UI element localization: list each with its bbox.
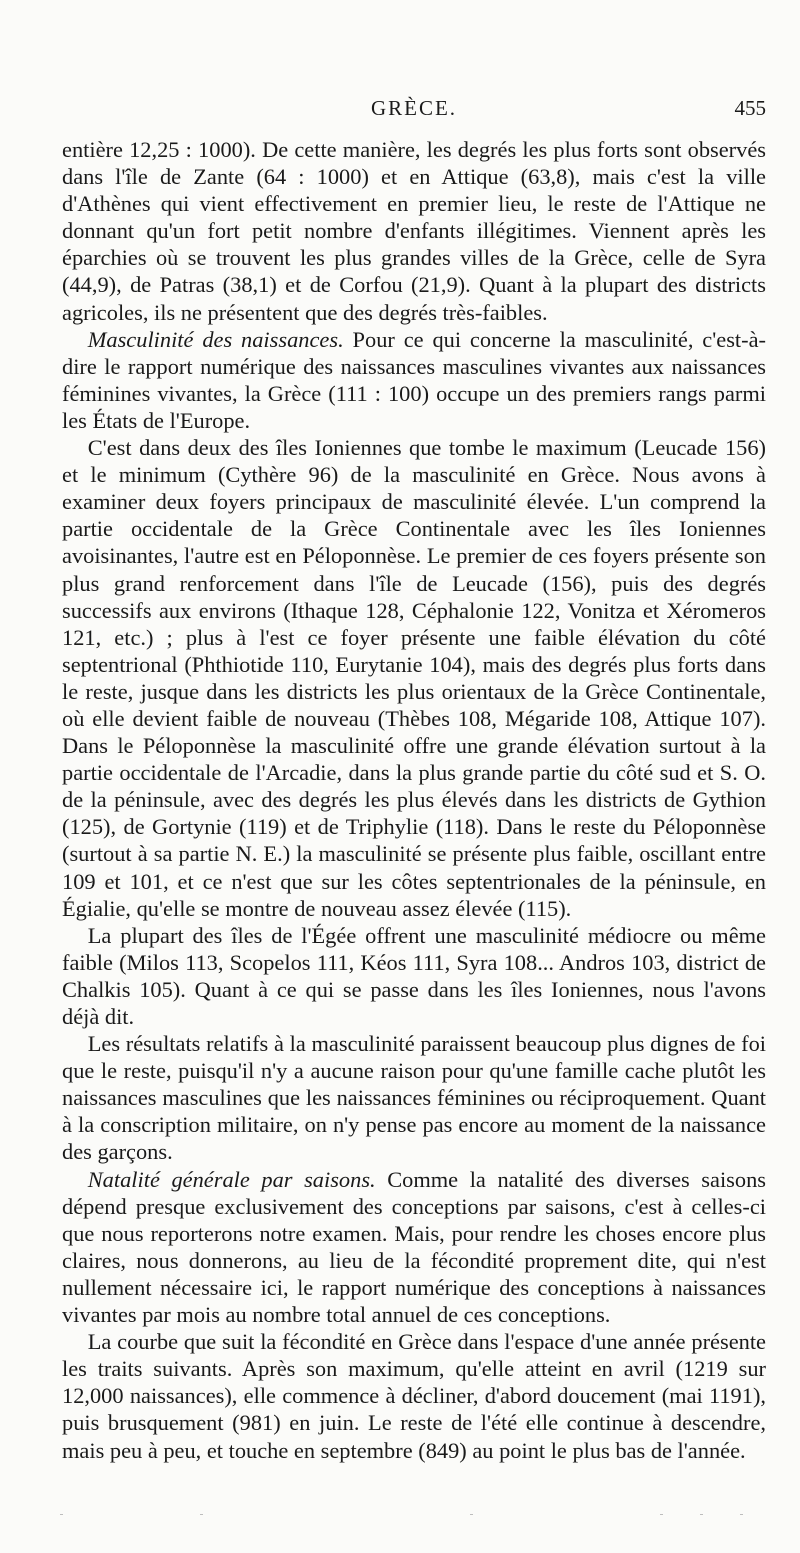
paragraph-5 <box>62 1030 766 1165</box>
paragraph-text: Pour ce qui concerne la masculinité, c'est-à-dire le rapport numérique des naissances masculines vivantes aux naissances féminines vivantes, la Grèce (111 : 100) occupe un des premiers rangs parmi les États de l'Europe. <box>62 326 767 433</box>
paragraph-text: C'est dans deux des îles Ioniennes que tombe le maximum (Leucade 156) et le minimum (Cythère 96) de la masculinité en Grèce. Nous avons à examiner deux foyers principaux de masculinité élevée. L'un comprend la partie occidentale de la Grèce Continentale avec les îles Ioniennes avoisinantes, l'autre est en Péloponnèse. Le premier de ces foyers présente son plus grand renforcement dans l'île de Leucade (156), puis des degrés successifs aux environs (Ithaque 128, Céphalonie 122, Vonitza et Xéromeros 121, etc.) ; plus à l'est ce foyer présente une faible élévation du côté septentrional (Phthiotide 110, Eurytanie 104), mais des degrés plus forts dans le reste, jusque dans les districts les plus orientaux de la Grèce Continentale, où elle devient faible de nouveau (Thèbes 108, Mégaride 108, Attique 107). Dans le Péloponnèse la masculinité offre une grande élévation surtout à la partie occidentale de l'Arcadie, dans la plus grande partie du côté sud et S. O. de la péninsule, avec des degrés les plus élevés dans les districts de Gythion (125), de Gortynie (119) et de Triphylie (118). Dans le reste du Péloponnèse (surtout à sa partie N. E.) la masculinité se présente plus faible, oscillant entre 109 et 101, et ce n'est que sur les côtes septentrionales de la péninsule, en Égialie, qu'elle se montre de nouveau assez élevée (115). <box>62 435 766 921</box>
paragraph-4 <box>62 922 766 1030</box>
scan-speck <box>700 1514 703 1515</box>
scan-speck <box>740 1514 743 1515</box>
scan-specks <box>60 1512 760 1518</box>
scan-speck <box>200 1514 203 1515</box>
page-header <box>62 96 766 126</box>
page-number: 455 <box>734 96 766 120</box>
scan-speck <box>60 1514 63 1515</box>
scan-speck <box>660 1514 663 1515</box>
paragraph-text: Comme la natalité des diverses saisons dépend presque exclusivement des conceptions par saisons, c'est à celles-ci que nous reporterons notre examen. Mais, pour rendre les choses encore plus claires, nous donnerons, au lieu de la fécondité proprement dite, qui n'est nullement nécessaire ici, le rapport numérique des conceptions à naissances vivantes par mois au nombre total annuel de ces conceptions. <box>62 1166 766 1328</box>
section-lead-natalite: Natalité générale par saisons. <box>87 1166 376 1192</box>
paragraph-3 <box>62 434 766 922</box>
paragraph-7 <box>62 1328 766 1463</box>
section-lead-masculinite: Masculinité des naissances. <box>87 326 344 352</box>
scan-speck <box>470 1514 473 1515</box>
paragraph-text: La plupart des îles de l'Égée offrent une masculinité médiocre ou même faible (Milos 113, Scopelos 111, Kéos 111, Syra 108... Andros 103, district de Chalkis 105). Quant à ce qui se passe dans les îles Ioniennes, nous l'avons déjà dit. <box>62 922 766 1029</box>
body-text <box>62 136 766 1464</box>
paragraph-text: Les résultats relatifs à la masculinité paraissent beaucoup plus dignes de foi que le reste, puisqu'il n'y a aucune raison pour qu'une famille cache plutôt les naissances masculines que les naissances féminines ou réciproquement. Quant à la conscription militaire, on n'y pense pas encore au moment de la naissance des garçons. <box>62 1031 766 1165</box>
paragraph-6 <box>62 1166 766 1329</box>
paragraph-text: entière 12,25 : 1000). De cette manière, les degrés les plus forts sont observés dans l'île de Zante (64 : 1000) et en Attique (63,8), mais c'est la ville d'Athènes qui vient effectivement en premier lieu, le reste de l'Attique ne donnant qu'un fort petit nombre d'enfants illégitimes. Viennent après les éparchies où se trouvent les plus grandes villes de la Grèce, celle de Syra (44,9), de Patras (38,1) et de Corfou (21,9). Quant à la plupart des districts agricoles, ils ne présentent que des degrés très-faibles. <box>62 137 766 325</box>
paragraph-2 <box>62 326 766 434</box>
paragraph-text: La courbe que suit la fécondité en Grèce dans l'espace d'une année présente les traits suivants. Après son maximum, qu'elle atteint en avril (1219 sur 12,000 naissances), elle commence à décliner, d'abord doucement (mai 1191), puis brusquement (981) en juin. Le reste de l'été elle continue à descendre, mais peu à peu, et touche en septembre (849) au point le plus bas de l'année. <box>62 1329 766 1463</box>
running-title: GRÈCE. <box>370 96 458 120</box>
paragraph-1 <box>62 136 766 326</box>
